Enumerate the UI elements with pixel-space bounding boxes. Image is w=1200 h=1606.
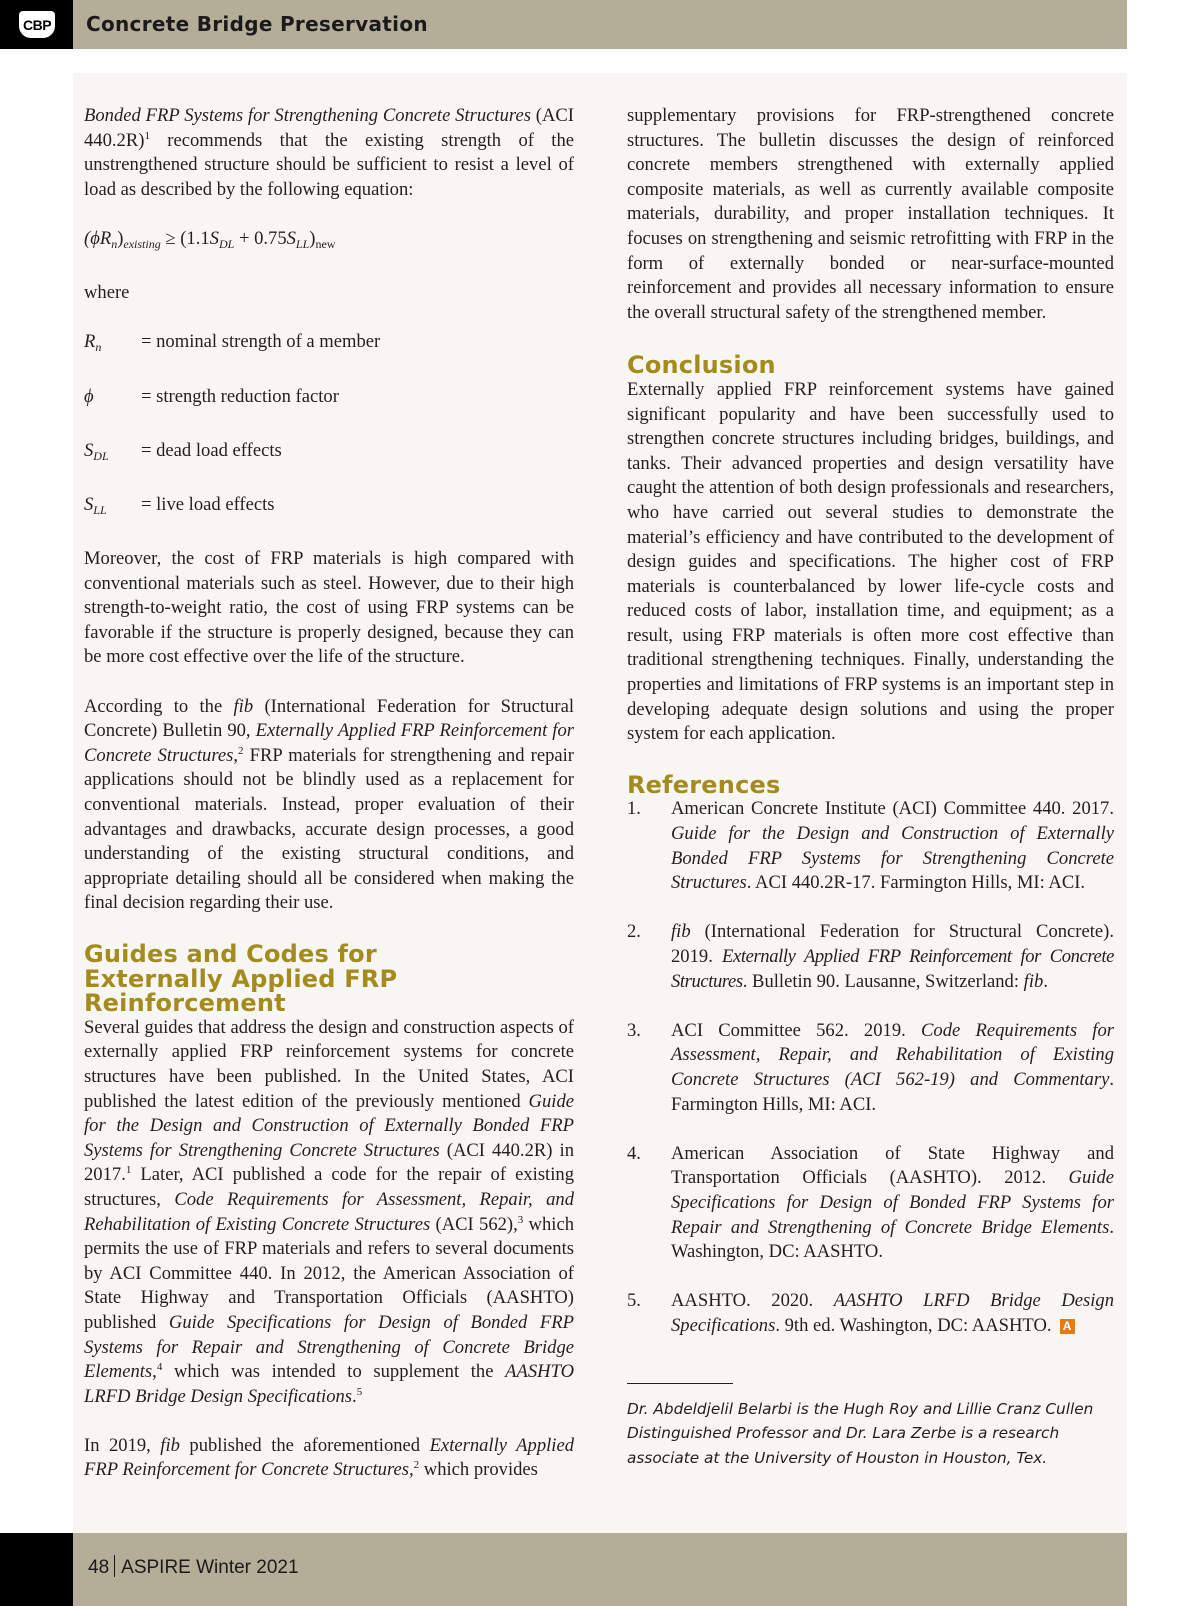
header-logo-box	[0, 0, 73, 49]
text: ,	[152, 1361, 157, 1383]
footnote-ref: 2	[413, 1459, 420, 1472]
eq-sub: existing	[123, 236, 161, 251]
variable-row	[84, 439, 574, 469]
reference-item	[627, 1289, 1114, 1338]
reference-body	[671, 1019, 1114, 1117]
fib-italic: fib	[233, 695, 254, 717]
paragraph-2019	[84, 1434, 574, 1483]
eq-sub: n	[111, 236, 118, 251]
variable-symbol	[84, 330, 141, 360]
citation-title: Bonded FRP Systems for Strengthening Concrete Structures	[84, 105, 531, 126]
variable-definition: = dead load effects	[141, 439, 282, 461]
reference-number: 1.	[627, 798, 641, 820]
text: which provides	[419, 1459, 538, 1481]
symbol-sub: LL	[93, 502, 107, 517]
text: . ACI 440.2R-17. Farmington Hills, MI: ACI.	[746, 872, 1086, 894]
variable-row	[84, 385, 574, 415]
fib-italic: fib	[671, 921, 691, 943]
heading-line: Guides and Codes for	[84, 940, 377, 968]
heading-guides	[84, 942, 574, 1016]
text: (ACI 440.2R) in 2017.	[84, 1139, 574, 1186]
citation-title: Code Requirements for Assessment, Repair, and Rehabilitation of Existing Concrete Structures (ACI 562-19) and Commentary	[671, 1019, 1115, 1090]
aspire-end-icon: A	[1060, 1319, 1075, 1334]
page-header	[0, 0, 1127, 49]
heading-line: Externally Applied FRP	[84, 964, 398, 993]
variable-symbol	[84, 439, 141, 469]
citation-title: Code Requirements for Assessment, Repair, and Rehabilitation of Existing Concrete Structures	[84, 1188, 574, 1235]
where-label: where	[84, 282, 130, 304]
text: Several guides that address the design and construction aspects of externally applied FRP reinforcement systems for concrete structures have been published. In the United States, ACI published the latest edition of the previously mentioned	[84, 1016, 574, 1112]
page-footer	[0, 1533, 1127, 1606]
citation-title: Guide Specifications for Design of Bonded FRP Systems for Repair and Strengthening of Concrete Bridge Elements	[671, 1167, 1114, 1238]
text: According to the	[84, 695, 234, 717]
eq-part: (ϕR	[84, 227, 112, 249]
text: (ACI 562),	[430, 1213, 518, 1235]
text: . Bulletin 90. Lausanne, Switzerland:	[742, 970, 1024, 992]
symbol-sub: DL	[93, 448, 109, 463]
symbol: S	[84, 439, 94, 461]
reference-number: 2.	[627, 921, 641, 943]
footnote-ref: 1	[144, 129, 150, 142]
reference-body	[671, 1289, 1114, 1338]
strength-equation	[84, 227, 574, 257]
paragraph-bulletin: supplementary provisions for FRP-strengthened concrete structures. The bulletin discusses the design of reinforced concrete members strengthened with externally applied composite materials, as well as currently available composite materials, durability, and proper installation techniques. It focuses on strengthening and seismic retrofitting with FRP in the form of externally bonded or near-surface-mounted reinforcement and provides all necessary information to ensure the overall structural safety of the strengthened member.	[627, 105, 1114, 323]
reference-item	[627, 920, 1114, 994]
citation-title: Guide for the Design and Construction of Externally Bonded FRP Systems for Strengthening Concrete Structures	[671, 823, 1114, 894]
left-column	[84, 104, 574, 1483]
text: (International Federation for Structural Concrete). 2019.	[671, 921, 1114, 967]
page-number: 48	[88, 1557, 110, 1578]
text: which permits the use of FRP materials and refers to several documents by ACI Committee 440. In 2012, the American Association of State Highway and Transportation Officials (AASHTO) published	[84, 1213, 574, 1333]
text: American Concrete Institute (ACI) Committee 440. 2017.	[671, 798, 1114, 820]
paragraph-conclusion: Externally applied FRP reinforcement systems have gained significant popularity and have been successfully used to strengthen concrete structures including bridges, buildings, and tanks. Their advanced properties and design versatility have caught the attention of both design professionals and researchers, who have carried out several studies to demonstrate the material’s efficiency and have contributed to the development of design guides and specifications. The higher cost of FRP materials is counterbalanced by lower life-cycle costs and reduced costs of labor, installation time, and equipment; as a result, using FRP materials is often more cost effective than traditional strengthening techniques. Finally, understanding the properties and limitations of FRP systems is an important step in developing adequate design solutions and using the proper system for each application.	[627, 378, 1114, 745]
footnote-ref: 3	[517, 1213, 524, 1226]
variable-row	[84, 330, 574, 360]
reference-body	[671, 920, 1114, 994]
reference-item	[627, 1019, 1114, 1117]
footer-text	[88, 1555, 299, 1579]
variable-definition: = nominal strength of a member	[141, 331, 381, 353]
heading-conclusion: Conclusion	[627, 351, 776, 380]
reference-body	[671, 1142, 1114, 1265]
reference-body	[671, 797, 1114, 895]
reference-item	[627, 797, 1114, 895]
text: ,	[233, 744, 239, 766]
text: FRP materials for strengthening and repair applications should not be blindly used as a replacement for conventional materials. Instead, proper evaluation of their advantages and drawbacks, accurate design processes, a good understanding of the existing structural conditions, and appropriate detailing should all be considered when making the final decision regarding their use.	[84, 744, 574, 914]
reference-number: 4.	[627, 1142, 641, 1164]
reference-list	[627, 797, 1114, 1338]
text: . 9th ed. Washington, DC: AASHTO.	[775, 1314, 1052, 1336]
text: . Farmington Hills, MI: ACI.	[671, 1068, 1114, 1115]
eq-part: + 0.75	[234, 227, 287, 249]
eq-sub: LL	[295, 236, 310, 251]
reference-item	[627, 1142, 1114, 1265]
eq-sub: new	[315, 236, 336, 251]
reference-number: 5.	[627, 1290, 641, 1312]
paragraph-fib	[84, 695, 574, 916]
citation-title: AASHTO LRFD Bridge Design Specifications	[84, 1361, 574, 1407]
symbol: R	[84, 331, 96, 353]
eq-part: S	[209, 227, 219, 249]
right-column	[627, 104, 1114, 1470]
eq-part: S	[286, 227, 296, 249]
variable-row	[84, 493, 574, 523]
fib-italic: fib	[1023, 970, 1044, 992]
text: American Association of State Highway and Transportation Officials (AASHTO). 2012.	[671, 1142, 1114, 1189]
heading-references: References	[627, 770, 781, 799]
footnote-ref: 1	[125, 1164, 132, 1177]
text: (ACI 440.2R)	[84, 105, 574, 151]
citation-title: Externally Applied FRP Reinforcement for Concrete Structures	[84, 720, 575, 766]
text: In 2019,	[84, 1434, 161, 1456]
variable-definition: = live load effects	[141, 493, 275, 515]
heading-line: Reinforcement	[84, 989, 286, 1018]
citation-title: Externally Applied FRP Reinforcement for Concrete Structures,	[84, 1434, 575, 1481]
footnote-ref: 2	[238, 744, 244, 757]
symbol: ϕ	[84, 385, 94, 407]
symbol: S	[84, 493, 94, 515]
text: (International Federation for Structural Concrete) Bulletin 90,	[84, 695, 574, 742]
logo-text: CBP	[22, 16, 52, 33]
text: which was intended to supplement the	[162, 1361, 506, 1383]
footnote-ref: 5	[356, 1385, 363, 1398]
footer-dark-box	[0, 1533, 73, 1606]
citation-title: AASHTO LRFD Bridge Design Specifications	[671, 1290, 1115, 1336]
bio-divider	[627, 1383, 733, 1384]
eq-part: )	[309, 227, 316, 249]
paragraph-guides	[84, 1016, 574, 1410]
text: . Washington, DC: AASHTO.	[671, 1216, 1114, 1263]
footer-separator	[114, 1555, 115, 1577]
reference-number: 3.	[627, 1019, 641, 1041]
text: published the aforementioned	[179, 1434, 430, 1456]
author-bio: Dr. Abdeldjelil Belarbi is the Hugh Roy and Lillie Cranz Cullen Distinguished Professor and Dr. Lara Zerbe is a research associate at the University of Houston in Houston, Tex.	[627, 1399, 1094, 1467]
variable-symbol	[84, 385, 141, 415]
text: AASHTO. 2020.	[671, 1290, 834, 1312]
footnote-ref: 4	[156, 1361, 163, 1374]
citation-title: Guide Specifications for Design of Bonded FRP Systems for Repair and Strengthening of Concrete Bridge Elements	[84, 1311, 574, 1383]
text: recommends that the existing strength of the unstrengthened structure should be sufficient to resist a level of load as described by the following equation:	[84, 129, 574, 200]
paragraph-intro	[84, 104, 574, 202]
paragraph-cost: Moreover, the cost of FRP materials is high compared with conventional materials such as steel. However, due to their high strength-to-weight ratio, the cost of using FRP systems can be favorable if the structure is properly designed, because they can be more cost effective over the life of the structure.	[84, 548, 574, 668]
symbol-sub: n	[95, 340, 102, 355]
text: .	[352, 1385, 357, 1407]
fib-italic: fib	[160, 1434, 180, 1456]
eq-sub: DL	[218, 236, 235, 251]
text: ACI Committee 562. 2019.	[671, 1019, 922, 1041]
cbp-shield-icon	[19, 11, 55, 38]
publication-name: ASPIRE Winter 2021	[121, 1557, 299, 1578]
variable-symbol	[84, 493, 141, 523]
citation-title: Externally Applied FRP Reinforcement for Concrete Structures	[671, 946, 1115, 992]
citation-title: Guide for the Design and Construction of Externally Bonded FRP Systems for Strengthening Concrete Structures	[84, 1090, 574, 1161]
text: .	[1043, 970, 1048, 992]
variable-definition: = strength reduction factor	[141, 385, 339, 407]
eq-part: ≥ (1.1	[160, 227, 210, 249]
eq-part: )	[117, 227, 124, 249]
text: Later, ACI published a code for the repair of existing structures,	[84, 1164, 574, 1210]
section-title: Concrete Bridge Preservation	[86, 12, 428, 36]
